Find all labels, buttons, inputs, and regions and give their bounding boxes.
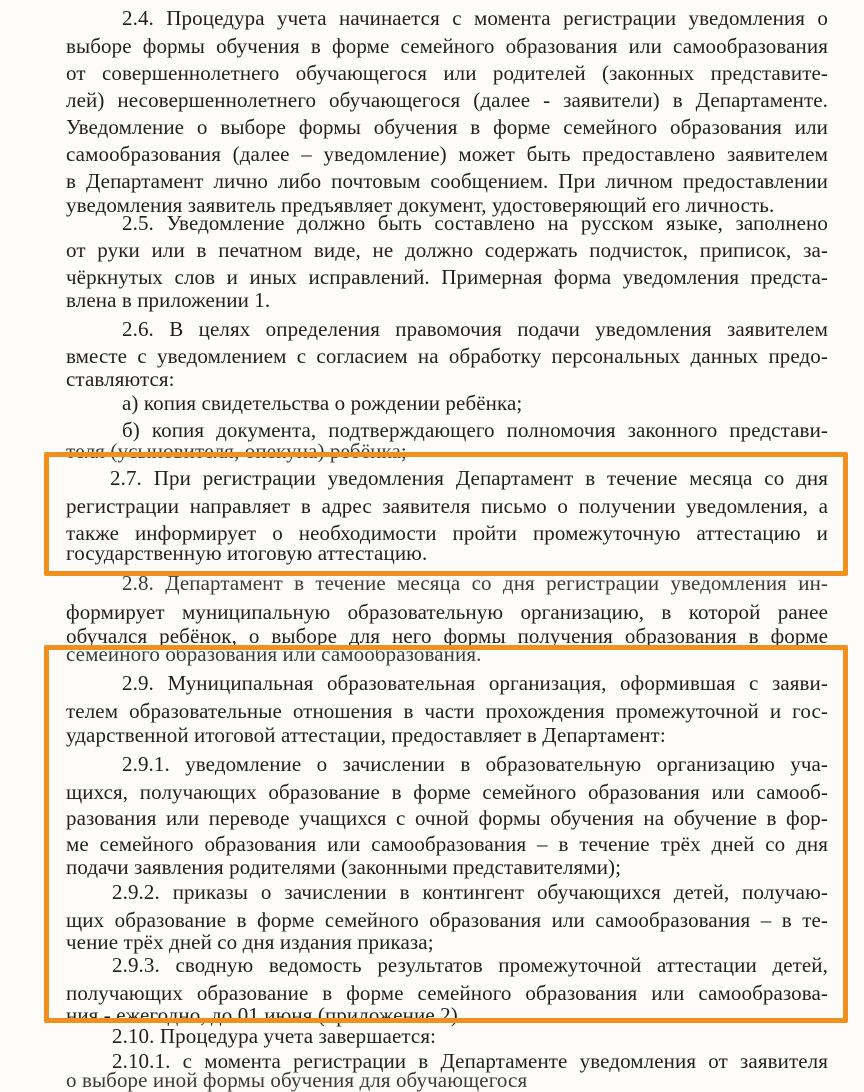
document-line: также информирует о необходимости пройти промежуточную аттестацию и xyxy=(66,521,828,545)
document-line: о выборе иной формы обучения для обучающегося xyxy=(66,1068,528,1092)
document-line: 2.9. Муниципальная образовательная организация, оформившая с заяви- xyxy=(122,671,828,695)
document-line: щихся, получающих образование в форме семейного образования или самооб- xyxy=(66,780,828,804)
document-line: ставляются: xyxy=(66,367,175,391)
document-line: от совершеннолетнего обучающегося или родителей (законных представите- xyxy=(66,61,828,85)
document-line: 2.10. Процедура учета завершается: xyxy=(112,1024,437,1048)
document-line: 2.10.1. с момента регистрации в Департаменте уведомления от заявителя xyxy=(112,1049,828,1073)
document-line: ме семейного образования или самообразования – в течение трёх дней со дня xyxy=(66,832,828,856)
document-line: обучался ребёнок, о выборе для него формы получения образования в форме xyxy=(66,624,828,648)
document-line: государственную итоговую аттестацию. xyxy=(66,541,428,565)
document-line: от руки или в печатном виде, не должно содержать подчисток, приписок, за- xyxy=(66,238,828,262)
document-line: выборе формы обучения в форме семейного образования или самообразования xyxy=(66,34,828,58)
document-line: чение трёх дней со дня издания приказа; xyxy=(66,930,434,954)
document-line: 2.7. При регистрации уведомления Департамент в течение месяца со дня xyxy=(110,466,828,490)
document-line: уведомления заявитель предъявляет документ, удостоверяющий его личность. xyxy=(66,193,775,217)
document-line: самообразования (далее – уведомление) может быть предоставлено заявителем xyxy=(66,142,828,166)
document-line: вместе с уведомлением с согласием на обработку персональных данных предо- xyxy=(66,344,828,368)
document-line: б) копия документа, подтверждающего полномочия законного представи- xyxy=(122,418,828,442)
document-line: теля (усыновителя, опекуна) ребёнка; xyxy=(66,439,407,463)
document-line: 2.6. В целях определения правомочия подачи уведомления заявителем xyxy=(122,317,828,341)
document-line: лей) несовершеннолетнего обучающегося (далее - заявители) в Департаменте. xyxy=(66,88,828,112)
document-line: 2.8. Департамент в течение месяца со дня регистрации уведомления ин- xyxy=(122,571,828,595)
document-line: формирует муниципальную образовательную организацию, в которой ранее xyxy=(66,600,828,624)
document-line: щих образование в форме семейного образования или самообразования – в те- xyxy=(66,908,828,932)
document-line: подачи заявления родителями (законными представителями); xyxy=(66,855,622,879)
document-line: разования или переводе учащихся с очной формы обучения на обучение в фор- xyxy=(66,806,828,830)
document-line: влена в приложении 1. xyxy=(66,288,271,312)
document-line: регистрации направляет в адрес заявителя письмо о получении уведомления, а xyxy=(66,494,828,518)
document-line: чёркнутых слов и иных исправлений. Примерная форма уведомления предста- xyxy=(66,265,828,289)
document-line: 2.9.2. приказы о зачислении в контингент обучающихся детей, получаю- xyxy=(112,880,828,904)
document-line: 2.9.1. уведомление о зачислении в образовательную организацию уча- xyxy=(122,752,828,776)
document-line: 2.5. Уведомление должно быть составлено на русском языке, заполнено xyxy=(122,211,828,235)
document-line: а) копия свидетельства о рождении ребёнка; xyxy=(122,391,523,415)
document-line: 2.9.3. сводную ведомость результатов промежуточной аттестации детей, xyxy=(112,953,828,977)
document-line: в Департамент лично либо почтовым сообщением. При личном предоставлении xyxy=(66,169,828,193)
document-line: получающих образование в форме семейного образования или самообразова- xyxy=(66,981,828,1005)
document-line: телем образовательные отношения в части прохождения промежуточной и гос- xyxy=(66,699,828,723)
document-line: ударственной итоговой аттестации, предоставляет в Департамент: xyxy=(66,723,666,747)
document-line: 2.4. Процедура учета начинается с момента регистрации уведомления о xyxy=(122,6,828,30)
document-line: Уведомление о выборе формы обучения в форме семейного образования или xyxy=(66,115,828,139)
document-line: семейного образования или самообразования. xyxy=(66,642,482,666)
document-line: ния - ежегодно, до 01 июня (приложение 2). xyxy=(66,1003,464,1027)
